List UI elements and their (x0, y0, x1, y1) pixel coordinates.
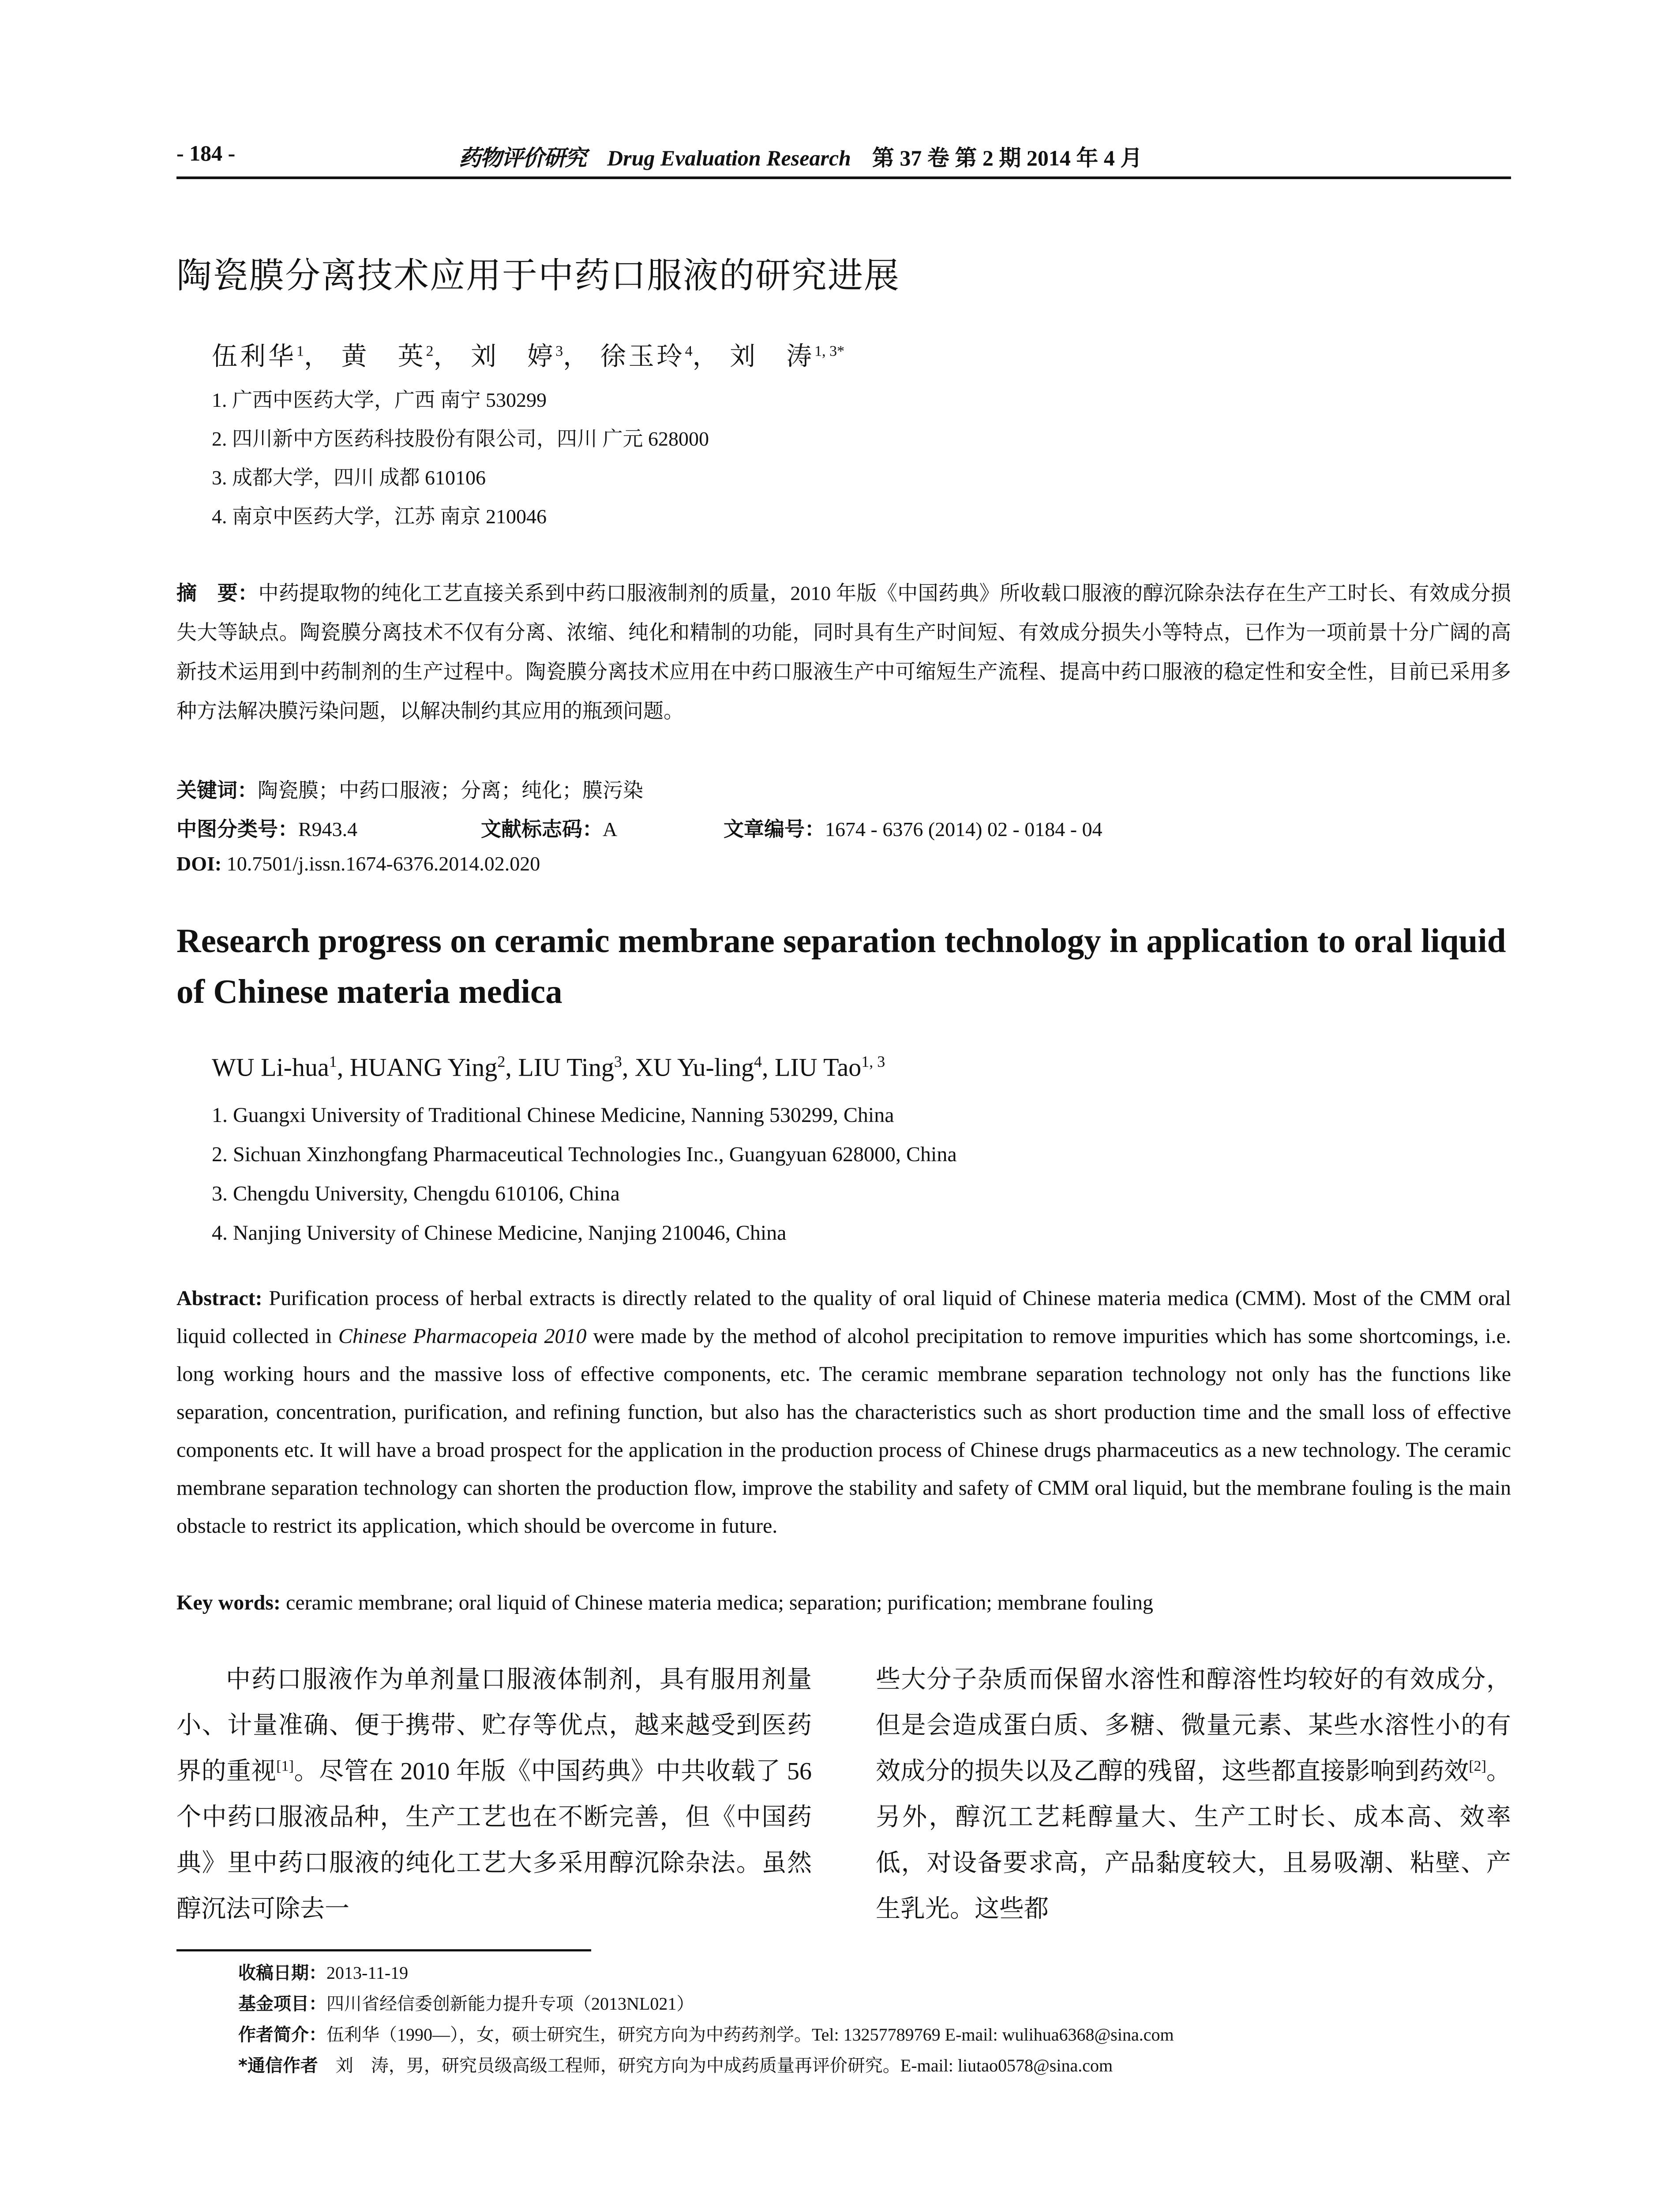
doc-code-value: A (603, 818, 618, 840)
en-author-name: WU Li-hua (212, 1053, 329, 1082)
en-authors: WU Li-hua$^1$, HUANG Ying$^2$, LIU Ting$^3$, XU Yu-ling$^4$, LIU Tao$^{1, 3}$ (212, 1053, 885, 1082)
journal-header (459, 140, 1142, 172)
issue-info: 第 37 卷 第 2 期 2014 年 4 月 (872, 146, 1143, 170)
en-author-name: HUANG Ying (349, 1053, 498, 1082)
cn-keywords-label: 关键词： (176, 778, 258, 802)
citation-ref[interactable]: [1] (276, 1758, 294, 1775)
body-text: 。尽管在 2010 年版《中国药典》中共收载了 56 个中药口服液品种，生产工艺也在不断完善，但《中国药典》里中药口服液的纯化工艺大多采用醇沉除杂法。虽然醇沉法可除去一 (176, 1758, 812, 1923)
author-sup: 3 (614, 1053, 622, 1070)
cn-author-name: 徐玉玲 (600, 342, 685, 371)
en-affiliation: 1. Guangxi University of Traditional Chinese Medicine, Nanning 530299, China (212, 1103, 894, 1127)
cn-author-name: 伍利华 (212, 342, 297, 371)
en-abstract-text: were made by the method of alcohol precipitation to remove impurities which has some shortcomings, i.e. long working hours and the massive loss of effective components, etc. The ceramic membrane separation technology not only has the functions like separation, concentration, purification, and refining function, but also has the characteristics such as short production time and the small loss of effective components etc. It will have a broad prospect for the application in the production process of Chinese drugs pharmaceutics as a new technology. The ceramic membrane separation technology can shorten the production flow, improve the stability and safety of CMM oral liquid, but the membrane fouling is the main obstacle to restrict its application, which should be overcome in future. (176, 1324, 1511, 1538)
footnote-label: 收稿日期： (238, 1963, 326, 1983)
author-sup: 1 (296, 343, 304, 360)
en-affiliation: 3. Chengdu University, Chengdu 610106, China (212, 1182, 620, 1205)
cn-author-name: 刘 涛 (730, 342, 815, 371)
cn-keywords (176, 774, 643, 803)
en-keywords (176, 1591, 1511, 1615)
footnote-text: 刘 涛，男，研究员级高级工程师，研究方向为中成药质量再评价研究。E-mail: liutao0578@sina.com (335, 2056, 1113, 2075)
footnote-label: 基金项目： (238, 1994, 326, 2014)
author-sup: 1, 3* (814, 343, 845, 360)
footnote-text: 2013-11-19 (326, 1963, 409, 1983)
en-author-name: LIU Tao (775, 1053, 862, 1082)
cn-abstract-text: 中药提取物的纯化工艺直接关系到中药口服液制剂的质量，2010 年版《中国药典》所收载口服液的醇沉除杂法存在生产工时长、有效成分损失大等缺点。陶瓷膜分离技术不仅有分离、浓缩、纯化和精制的功能，同时具有生产时间短、有效成分损失小等特点，已作为一项前景十分广阔的高新技术运用到中药制剂的生产过程中。陶瓷膜分离技术应用在中药口服液生产中可缩短生产流程、提高中药口服液的稳定性和安全性，目前已采用多种方法解决膜污染问题，以解决制约其应用的瓶颈问题。 (176, 582, 1511, 722)
doi-value: 10.7501/j.issn.1674-6376.2014.02.020 (226, 852, 540, 875)
doi-label: DOI: (176, 852, 222, 875)
cn-article-no (724, 813, 1102, 842)
footnote-label: 作者简介： (238, 2025, 326, 2045)
author-sup: 4 (754, 1053, 762, 1070)
cn-author-name: 刘 婷 (471, 342, 556, 371)
footnote-divider (176, 1949, 591, 1951)
cn-abstract-label: 摘 要： (176, 581, 259, 605)
en-affiliation: 4. Nanjing University of Chinese Medicine, Nanjing 210046, China (212, 1221, 787, 1245)
body-column-left (176, 1657, 812, 1932)
footnote-fund (238, 1990, 694, 2015)
cn-authors: 伍利华$^1$， 黄 英$^2$， 刘 婷$^3$， 徐玉玲$^4$， 刘 涛$^{1, 3*}$ (212, 342, 845, 371)
article-no-value: 1674 - 6376 (2014) 02 - 0184 - 04 (825, 818, 1102, 840)
cn-author-name: 黄 英 (341, 342, 426, 371)
author-sup: 4 (685, 343, 693, 360)
clc-label: 中图分类号： (176, 817, 298, 841)
en-title: Research progress on ceramic membrane separation technology in application to oral liquid of Chinese materia medica (176, 922, 1506, 1010)
en-author-name: XU Yu-ling (634, 1053, 754, 1082)
footnote-text: 伍利华（1990—），女，硕士研究生，研究方向为中药药剂学。Tel: 13257789769 E-mail: wulihua6368@sina.com (326, 2025, 1174, 2045)
header-divider (176, 176, 1511, 179)
journal-name-en: Drug Evaluation Research (607, 146, 851, 170)
cn-affiliation: 3. 成都大学，四川 成都 610106 (212, 466, 486, 489)
cn-title: 陶瓷膜分离技术应用于中药口服液的研究进展 (176, 255, 900, 296)
cn-affiliation: 2. 四川新中方医药科技股份有限公司，四川 广元 628000 (212, 428, 709, 450)
en-abstract-label: Abstract: (176, 1287, 262, 1310)
footnote-corresponding (238, 2052, 1113, 2077)
body-column-right (876, 1657, 1511, 1932)
en-keywords-text: ceramic membrane; oral liquid of Chinese materia medica; separation; purification; membrane fouling (280, 1591, 1153, 1614)
page-number: - 184 - (176, 141, 236, 165)
footnote-received (238, 1959, 408, 1984)
author-sup: 1, 3 (861, 1053, 885, 1070)
en-abstract (176, 1279, 1511, 1545)
cn-affiliation: 1. 广西中医药大学，广西 南宁 530299 (212, 389, 547, 411)
cn-abstract (176, 574, 1511, 731)
body-text: 些大分子杂质而保留水溶性和醇溶性均较好的有效成分，但是会造成蛋白质、多糖、微量元素、某些水溶性小的有效成分的损失以及乙醇的残留，这些都直接影响到药效 (876, 1666, 1511, 1785)
cn-keywords-text: 陶瓷膜；中药口服液；分离；纯化；膜污染 (258, 779, 643, 802)
article-no-label: 文章编号： (724, 817, 825, 841)
en-author-name: LIU Ting (518, 1053, 614, 1082)
body-text: 。另外，醇沉工艺耗醇量大、生产工时长、成本高、效率低，对设备要求高，产品黏度较大，且易吸潮、粘壁、产生乳光。这些都 (876, 1758, 1511, 1923)
footnote-bio (238, 2021, 1174, 2046)
author-sup: 2 (426, 343, 434, 360)
clc-value: R943.4 (298, 818, 358, 840)
en-keywords-label: Key words: (176, 1591, 281, 1614)
author-sup: 2 (497, 1053, 506, 1070)
en-abstract-text: Purification process of herbal extracts is directly related to the quality of oral liquid of Chinese materia medica (CMM). Most of the CMM oral liquid collected in (176, 1287, 1511, 1348)
doc-code-label: 文献标志码： (481, 817, 603, 841)
footnote-text: 四川省经信委创新能力提升专项（2013NL021） (326, 1994, 694, 2014)
cn-affiliation: 4. 南京中医药大学，江苏 南京 210046 (212, 505, 547, 528)
cn-doc-code (481, 813, 617, 842)
author-sup: 3 (555, 343, 563, 360)
footnote-label: *通信作者 (238, 2056, 318, 2076)
running-header (176, 140, 1511, 176)
body-text: 中药口服液作为单剂量口服液体制剂，具有服用剂量小、计量准确、便于携带、贮存等优点，越来越受到医药界的重视 (176, 1666, 812, 1785)
journal-logo-cn: 药物评价研究 (459, 145, 586, 171)
doi-line (176, 852, 540, 875)
author-sup: 1 (329, 1053, 337, 1070)
en-affiliation: 2. Sichuan Xinzhongfang Pharmaceutical Technologies Inc., Guangyuan 628000, China (212, 1143, 957, 1166)
cn-classification (176, 813, 357, 842)
en-abstract-italic: Chinese Pharmacopeia 2010 (338, 1324, 587, 1348)
citation-ref[interactable]: [2] (1469, 1758, 1486, 1775)
